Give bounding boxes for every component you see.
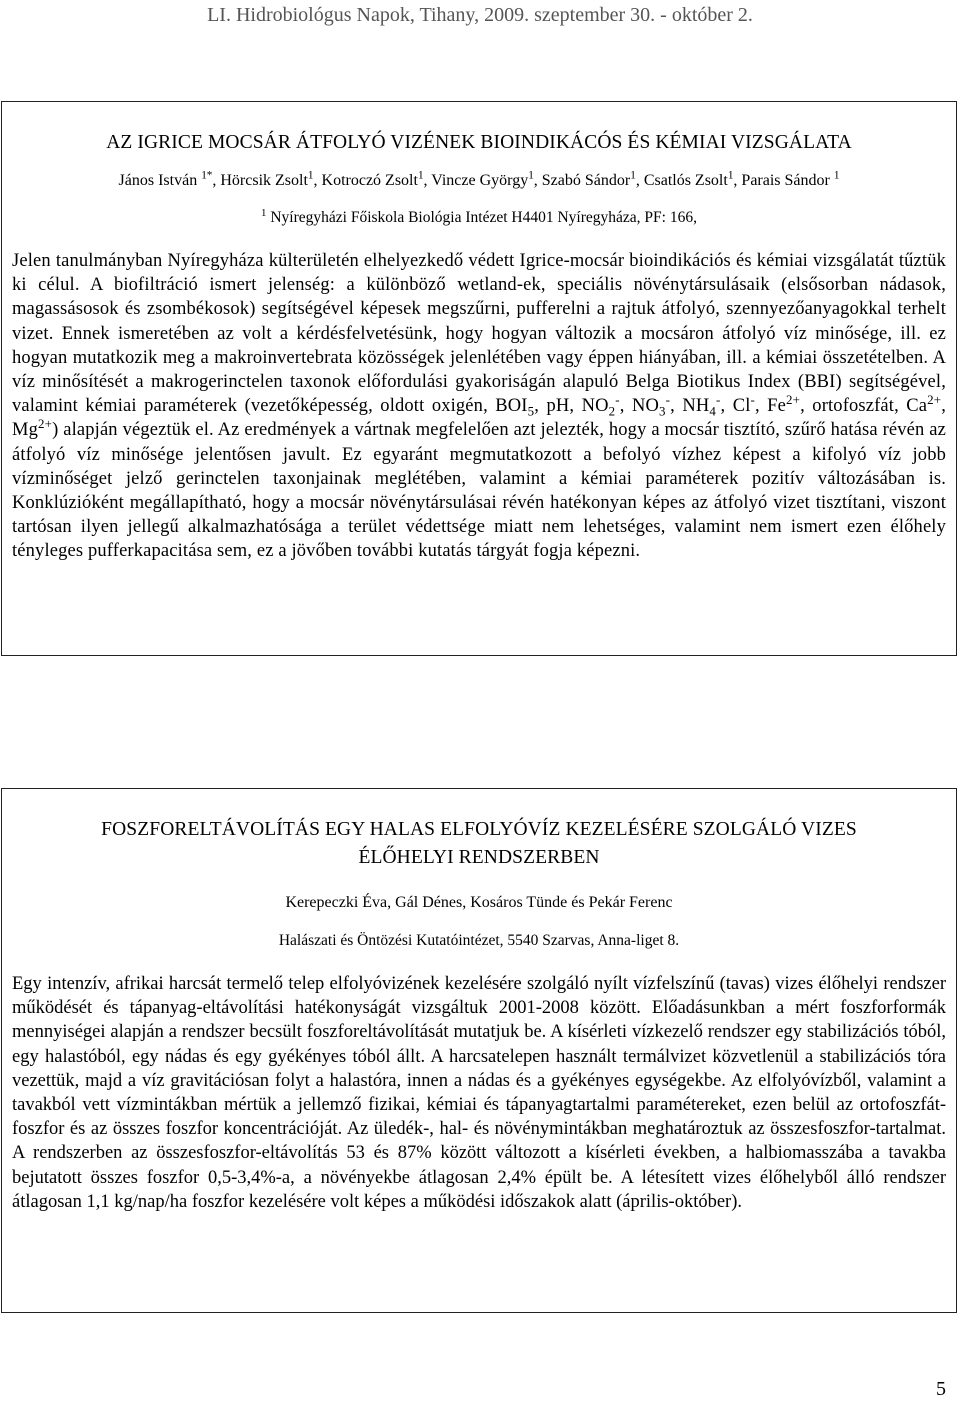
author-affil-mark: 1 [528, 169, 534, 182]
author: Kotroczó Zsolt [321, 172, 418, 189]
author-affil-mark: 1 [307, 169, 314, 182]
title-line-1: FOSZFORELTÁVOLÍTÁS EGY HALAS ELFOLYÓVÍZ KEZELÉSÉRE SZOLGÁLÓ VIZES [101, 819, 857, 840]
author-affil-mark: 1 [417, 169, 424, 182]
author: Hörcsik Zsolt [220, 172, 308, 189]
title-line-2: ÉLŐHELYI RENDSZERBEN [358, 847, 600, 868]
author: Parais Sándor [741, 172, 830, 189]
running-header: LI. Hidrobiológus Napok, Tihany, 2009. szeptember 30. - október 2. [207, 4, 753, 26]
article-title: AZ IGRICE MOCSÁR ÁTFOLYÓ VIZÉNEK BIOINDIKÁCÓS ÉS KÉMIAI VIZSGÁLATA [106, 132, 852, 153]
affiliation-mark: 1 [261, 206, 267, 219]
abstract-box-1 [1, 101, 957, 656]
affiliation [2, 206, 956, 227]
affiliation-text: Nyíregyházi Főiskola Biológia Intézet H4401 Nyíregyháza, PF: 166, [270, 209, 697, 226]
author-affil-mark: 1* [201, 169, 213, 182]
author-list: Kerepeczki Éva, Gál Dénes, Kosáros Tünde és Pekár Ferenc [285, 894, 673, 911]
author: Szabó Sándor [541, 172, 631, 189]
abstract-text: Jelen tanulmányban Nyíregyháza külterületén elhelyezkedő védett Igrice-mocsár bioindikációs és kémiai vizsgálatát tűztük ki célul. A biofiltráció ismert jelenség: a különböző wetland-ek, speciális növénytársulásaik (elsősorban nádasok, magassásosok és zsombékosok) segítségével képesek megszűrni, pufferelni a rajtuk átfolyó, szennyezőanyagokkal terhelt vizet. Ennek ismeretében az volt a kérdésfelvetésünk, hogy hogyan változik a mocsáron átfolyó víz minősége, ill. ez hogyan mutatkozik meg a makroinvertebrata közösségek jelenlétében vagy éppen hiányában, ill. a kémiai összetételben. A víz minősítését a makrogerinctelen taxonok előfordulási gyakoriságán alapuló Belga Biotikus Index (BBI) segítségével, valamint kémiai paraméterek (vezetőképesség, oldott oxigén, $BOI_5$, pH, $NO_2^-$, $NO_3^-$, $NH_4^-$, Cl-, $Fe^{2+}$, ortofoszfát, $Ca^{2+}$, $Mg^{2+}$) alapján végeztük el. Az eredmények a vártnak megfelelően azt jelezték, hogy a mocsár tisztító, szűrő hatása révén az átfolyó víz minősége jelentősen javult. Ez egyaránt megmutatkozott a befolyó vízhez képest a kifolyó víz jobb vízminőséget jelző gerinctelen taxonjainak meglétében, valamint a kémiai paraméterek pozitív változásában is. Konklúzióként megállapítható, hogy a mocsár növénytársulásai révén hatékonyan képes az átfolyó vizet tisztítani, viszont tartósan ilyen jellegű alkalmazhatósága a terület védettsége miatt nem lehetséges, valamint nem ismert ezen élőhely tényleges pufferkapacitása sem, ez a jövőben további kutatás tárgyát fogja képezni. [12, 251, 947, 562]
article-title [2, 816, 956, 872]
author: János István [118, 172, 198, 189]
page-number: 5 [936, 1378, 946, 1400]
author-affil-mark: 1 [833, 169, 840, 182]
abstract-text: Egy intenzív, afrikai harcsát termelő telep elfolyóvizének kezelésére szolgáló nyílt vízfelszínű (tavas) vizes élőhelyi rendszer működését és tápanyag-eltávolítási hatékonyságát vizsgáltuk 2001-2008 között. Előadásunkban a mért foszforformák mennyiségei alapján a rendszer becsült foszforeltávolítását mutatjuk be. A kísérleti vízkezelő rendszer egy stabilizációs tóból, egy halastóból, egy nádas és egy gyékényes tóból állt. A harcsatelepen használt termálvizet közvetlenül a stabilizációs tóra vezettük, majd a víz gravitációsan folyt a halastóra, innen a nádas és a gyékényes egységekbe. Az elfolyóvízből, valamint a tavakból vett vízmintákban mértük a jellemző fizikai, kémiai és tápanyagtartalmi paramétereket, ezen belül az ortofoszfát-foszfor és az összes foszfor koncentrációját. Az üledék-, hal- és növénymintákban meghatároztuk az összesfoszfor-tartalmat. A rendszerben az összesfoszfor-eltávolítás 53 és 87% között változott a kísérleti években, a halbiomasszába a tavakba bejutatott összes foszfor 0,5-3,4%-a, a növényekbe átlagosan 2,4% épült be. A létesített vizes élőhelyből álló rendszer átlagosan 1,1 kg/nap/ha foszfor kezelésére volt képes a működési időszakok alatt (április-október). [12, 974, 946, 1212]
affiliation: Halászati és Öntözési Kutatóintézet, 5540 Szarvas, Anna-liget 8. [278, 932, 680, 949]
author: Vincze György [431, 172, 529, 189]
author: Csatlós Zsolt [643, 172, 728, 189]
author-affil-mark: 1 [727, 169, 734, 182]
author-list: János István $^{1*}$, Hörcsik Zsolt$^1$, Kotroczó Zsolt$^1$, Vincze György$^1$, Szabó Sándor$^1$, Csatlós Zsolt$^1$, Parais Sándor $^1$ [118, 169, 840, 189]
author-affil-mark: 1 [630, 169, 636, 182]
abstract-box-2 [1, 788, 957, 1313]
